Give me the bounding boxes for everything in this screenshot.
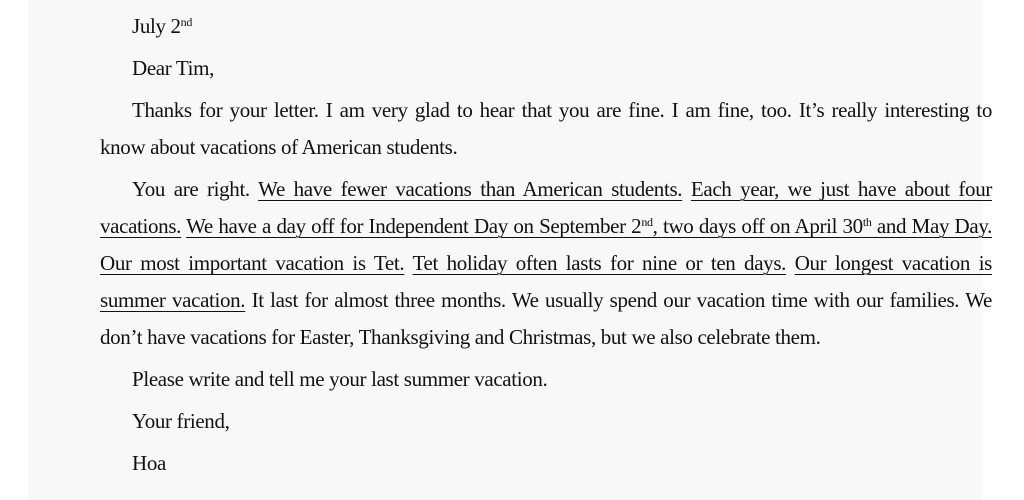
underlined-sentence-2: Each year, we just have about four vacations. [100,177,992,238]
paragraph-1: Thanks for your letter. I am very glad to hear that you are fine. I am fine, too. It’s really interesting to know about vacations of American students. [100,98,992,159]
underlined-sentence-5: Tet holiday often lasts for nine or ten days. [412,251,787,275]
paragraph-2 [100,171,992,356]
letter-closing: Your friend, [132,409,230,433]
letter-date [100,8,992,45]
sentence-3-part-c: and May Day. [871,214,993,238]
ordinal-suffix-th: th [862,215,872,229]
underlined-sentence-1: We have fewer vacations than American students. [258,177,683,201]
date-suffix: nd [180,15,192,29]
document-page [28,0,993,500]
date-text: July 2 [132,14,181,38]
sentence-3-part-a: We have a day off for Independent Day on September 2 [186,214,642,238]
underlined-sentence-4: Our most important vacation is Tet. [100,251,405,275]
underlined-sentence-3 [186,214,992,238]
letter-body [100,8,992,487]
paragraph-3: Please write and tell me your last summer vacation. [132,367,548,391]
underlined-sentence-6: Our longest vacation is summer vacation. [100,251,993,312]
letter-signature: Hoa [132,451,166,475]
paragraph-2-lead: You are right. [132,177,259,201]
ordinal-suffix-nd: nd [641,215,653,229]
paragraph-2-rest: It last for almost three months. We usually spend our vacation time with our families. We don’t have vacations for Easter, Thanksgiving and Christmas, but we also celebrate them. [100,288,993,349]
letter-greeting: Dear Tim, [132,56,215,80]
sentence-3-part-b: , two days off on April 30 [652,214,863,238]
